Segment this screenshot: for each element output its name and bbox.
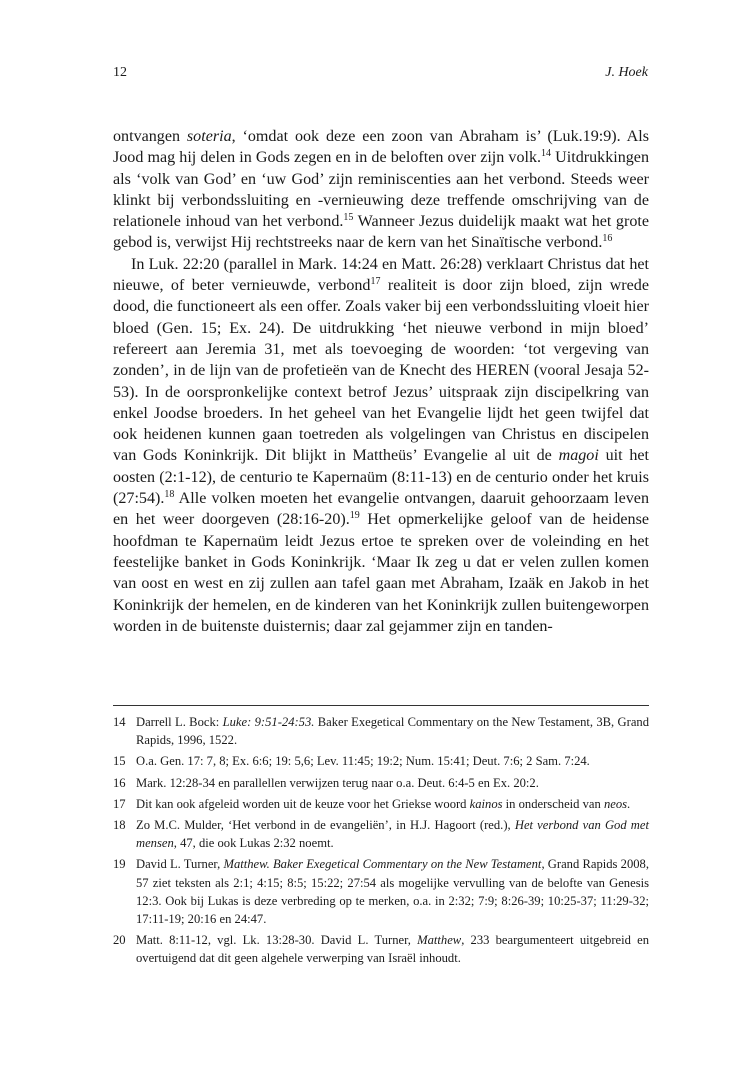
footnote-ref: 14 xyxy=(541,148,552,160)
italic-text: Matthew. Baker Exegetical Commentary on the New Testament xyxy=(223,857,542,872)
footnote xyxy=(113,713,649,749)
footnote-ref: 16 xyxy=(602,233,613,245)
italic-text: Luke: 9:51-24:53. xyxy=(222,715,315,729)
body-text xyxy=(113,126,649,637)
footnote-number: 18 xyxy=(113,818,126,833)
text-run: Mark. 12:28-34 en parallellen verwijzen terug naar o.a. Deut. 6:4-5 en Ex. 20:2. xyxy=(136,775,539,790)
footnote xyxy=(113,931,649,967)
italic-text: magoi xyxy=(558,447,599,465)
footnote-ref: 17 xyxy=(370,276,381,288)
footnote-ref: 15 xyxy=(343,212,354,224)
text-run: , ‘omdat ook deze een zoon van Abraham is’ (Luk.19:9). Als Jood mag hij delen in Gods zegen en in de beloften over zijn volk. xyxy=(113,128,649,167)
italic-text: soteria xyxy=(186,128,232,145)
text-run: Uitdrukkingen als ‘volk van God’ en ‘uw God’ zijn reminiscenties aan het verbond. Steeds weer klinkt bij verbondssluiting en -vernieuwing deze treffende omschrijving van de relationele inhoud van het verbond. xyxy=(113,149,649,231)
text-run: uit het oosten (2:1-12), de centurio te Kapernaüm (8:11-13) en de centurio onder het kruis (27:54). xyxy=(113,447,649,508)
footnote xyxy=(113,855,649,928)
footnote-text xyxy=(136,752,649,770)
footnote-text xyxy=(136,816,649,852)
text-run: , 47, die ook Lukas 2:32 noemt. xyxy=(173,836,334,851)
footnote-separator xyxy=(113,705,649,706)
footnote-number: 15 xyxy=(113,754,126,769)
footnote xyxy=(113,795,649,813)
italic-text: neos xyxy=(603,796,628,811)
running-head-author: J. Hoek xyxy=(605,65,648,80)
text-run: Darrell L. Bock: xyxy=(136,715,223,729)
footnote xyxy=(113,752,649,770)
footnote-text xyxy=(136,795,649,813)
text-run: In Luk. 22:20 (parallel in Mark. 14:24 en Matt. 26:28) verklaart Christus dat het nieuwe, of beter vernieuwde, verbond xyxy=(113,255,649,295)
text-run: . xyxy=(627,796,631,811)
text-run: ontvangen xyxy=(113,128,187,145)
text-run: , 233 beargumenteert uitgebreid en overtuigend dat dit geen algehele verwerping van Israël inhoudt. xyxy=(136,933,649,966)
text-run: O.a. Gen. 17: 7, 8; Ex. 6:6; 19: 5,6; Lev. 11:45; 19:2; Num. 15:41; Deut. 7:6; 2 Sam. 7:24. xyxy=(136,754,590,769)
footnote xyxy=(113,774,649,792)
text-run: Matt. 8:11-12, vgl. Lk. 13:28-30. David L. Turner, xyxy=(136,933,418,948)
text-run: David L. Turner, xyxy=(136,857,224,872)
text-run: Zo M.C. Mulder, ‘Het verbond in de evangeliën’, in H.J. Hagoort (red.), xyxy=(136,818,515,833)
paragraph xyxy=(113,254,649,637)
italic-text: Matthew xyxy=(417,933,462,948)
italic-text: kainos xyxy=(469,796,503,811)
text-run: Baker Exegetical Commentary on the New Testament, 3B, Grand Rapids, 1996, 1522. xyxy=(136,715,650,748)
text-run: realiteit is door zijn bloed, zijn wrede dood, die functioneert als een offer. Zoals vaker bij een verbondssluiting vloeit hier bloed (Gen. 15; Ex. 24). De uitdrukking ‘het nieuwe verbond in mijn bloed’ refereert aan Jeremia 31, met als toevoeging de woorden: ‘tot vergeving van zonden’, in de lijn van de profetieën van de Knecht des HEREN (vooral Jesaja 52-53). In de oorspronkelijke context betrof Jezus’ uitspraak zijn discipelkring van enkel Joodse broeders. In het geheel van het Evangelie lijdt het geen twijfel dat ook heidenen kunnen gaan toetreden als volgelingen van Christus en discipelen van Gods Koninkrijk. Dit blijkt in Mattheüs’ Evangelie al uit de xyxy=(113,277,650,465)
running-header xyxy=(113,64,648,82)
footnote-number: 20 xyxy=(113,933,126,948)
text-run: in onderscheid van xyxy=(502,796,604,811)
footnote-text xyxy=(136,931,649,967)
footnote-text xyxy=(136,855,649,928)
footnote-text xyxy=(136,774,649,792)
footnote-ref: 19 xyxy=(349,510,360,522)
text-run: Wanneer Jezus duidelijk maakt wat het grote gebod is, verwijst Hij rechtstreeks naar de kern van het Sinaïtische verbond. xyxy=(113,213,649,252)
footnote-number: 16 xyxy=(113,775,126,790)
footnote xyxy=(113,816,649,852)
footnote-number: 14 xyxy=(113,715,126,729)
italic-text: Het verbond van God met mensen xyxy=(136,818,649,851)
page-number: 12 xyxy=(113,65,127,80)
footnote-text xyxy=(136,713,649,749)
text-run: Het opmerkelijke geloof van de heidense hoofdman te Kapernaüm leidt Jezus ertoe te spreken over de voleinding en het feestelijke banket in Gods Koninkrijk. ‘Maar Ik zeg u dat er velen zullen komen van oost en west en zij zullen aan tafel gaan met Abraham, Izaäk en Jakob in het Koninkrijk der hemelen, en de kinderen van het Koninkrijk zullen buitengeworpen worden in de buitenste duisternis; daar zal gejammer zijn en tanden- xyxy=(113,511,649,635)
paragraph xyxy=(113,126,649,254)
footnotes xyxy=(113,713,649,971)
text-run: , Grand Rapids 2008, 57 ziet teksten als 2:1; 4:15; 8:5; 15:22; 27:54 als mogelijke vervulling van de belofte van Genesis 12:3. Ook bij Lukas is deze verbreding op te merken, o.a. in 2:32; 7:9; 8:26-39; 10:25-37; 11:29-32; 17:11-19; 20:16 en 24:47. xyxy=(136,857,649,927)
text-run: Alle volken moeten het evangelie ontvangen, daaruit gehoorzaam leven en het weer doorgeven (28:16-20). xyxy=(113,490,649,529)
text-run: Dit kan ook afgeleid worden uit de keuze voor het Griekse woord xyxy=(136,796,470,811)
footnote-number: 17 xyxy=(113,796,126,811)
footnote-ref: 18 xyxy=(164,489,175,501)
footnote-number: 19 xyxy=(113,857,126,872)
